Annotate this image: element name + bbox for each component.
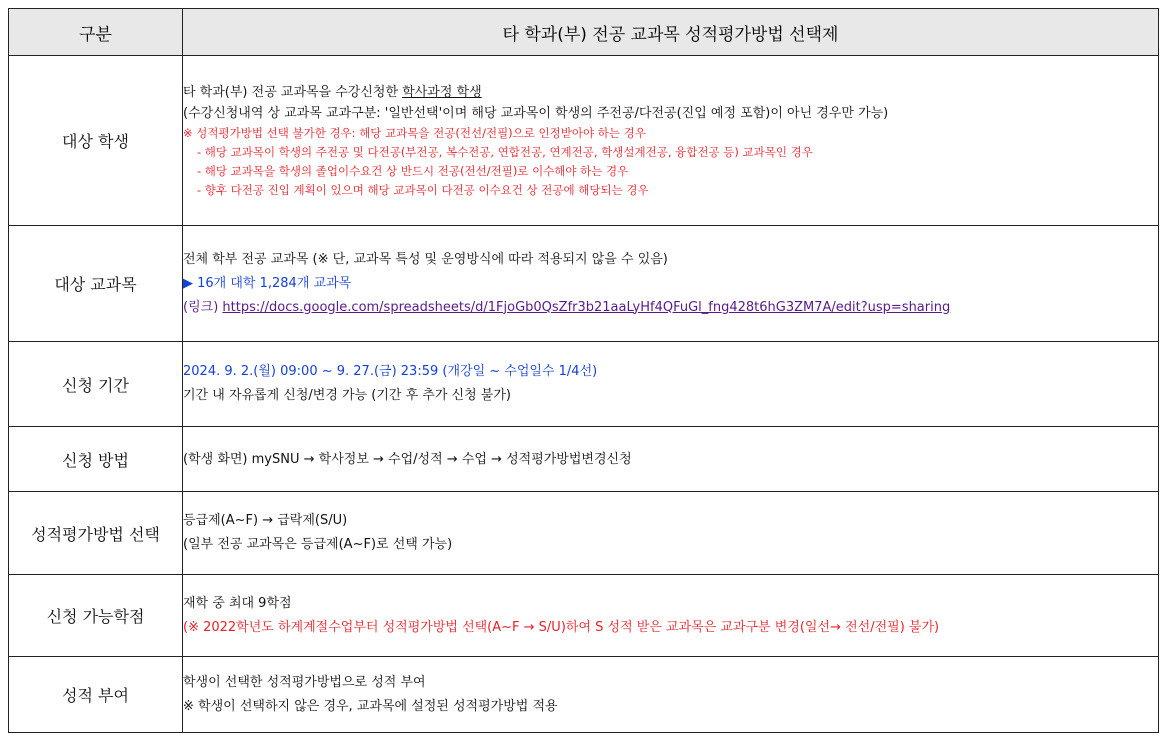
row-content-target-courses (183, 226, 1159, 342)
row-label-target-students: 대상 학생 (9, 56, 183, 226)
target-students-note-1: - 해당 교과목이 학생의 주전공 및 다전공(부전공, 복수전공, 연합전공, 연계전공, 학생설계전공, 융합전공 등) 교과목인 경우 (197, 144, 813, 159)
row-content-target-students (183, 56, 1159, 226)
row-method (9, 427, 1159, 492)
row-target-students (9, 56, 1159, 226)
grading-choice-line2: (일부 전공 교과목은 등급제(A~F)로 선택 가능) (183, 537, 453, 552)
target-students-note-title: ※ 성적평가방법 선택 불가한 경우: 해당 교과목을 전공(전선/전필)으로 인정받아야 하는 경우 (183, 125, 646, 140)
target-students-line1 (183, 82, 1158, 103)
grade-assign-line1: 학생이 선택한 성적평가방법으로 성적 부여 (183, 674, 426, 690)
row-label-grading-choice: 성적평가방법 선택 (9, 492, 183, 575)
row-label-credits: 신청 가능학점 (9, 575, 183, 657)
grade-assign-line2: ※ 학생이 선택하지 않은 경우, 교과목에 설정된 성적평가방법 적용 (183, 698, 558, 714)
row-label-target-courses: 대상 교과목 (9, 226, 183, 342)
grading-choice-line1: 등급제(A~F) → 급락제(S/U) (183, 513, 348, 528)
row-label-method: 신청 방법 (9, 427, 183, 492)
target-courses-count: ▶ 16개 대학 1,284개 교과목 (183, 275, 352, 291)
target-students-prefix: 타 학과(부) 전공 교과목을 수강신청한 (183, 84, 403, 100)
header-row (9, 9, 1159, 56)
target-students-note-2: - 해당 교과목을 학생의 졸업이수요건 상 반드시 전공(전선/전필)로 이수해야 하는 경우 (197, 163, 629, 178)
row-label-grade-assign: 성적 부여 (9, 657, 183, 733)
row-content-period (183, 342, 1159, 427)
period-dates: 2024. 9. 2.(월) 09:00 ~ 9. 27.(금) 23:59 (개강일 ~ 수업일수 1/4선) (183, 364, 598, 379)
row-content-credits (183, 575, 1159, 657)
spreadsheet-link[interactable]: https://docs.google.com/spreadsheets/d/1FjoGb0QsZfr3b21aaLyHf4QFuGl_fng428t6hG3ZM7A/edit?usp=sharing (222, 299, 951, 315)
row-label-period: 신청 기간 (9, 342, 183, 427)
row-content-method (183, 427, 1159, 492)
target-students-emphasis: 학사과정 학생 (402, 84, 482, 100)
row-content-grading-choice (183, 492, 1159, 575)
target-students-note-3: - 향후 다전공 진입 계획이 있으며 해당 교과목이 다전공 이수요건 상 전공에 해당되는 경우 (197, 182, 649, 197)
row-period (9, 342, 1159, 427)
target-courses-line1: 전체 학부 전공 교과목 (※ 단, 교과목 특성 및 운영방식에 따라 적용되지 않을 수 있음) (183, 251, 668, 267)
period-note: 기간 내 자유롭게 신청/변경 가능 (기간 후 추가 신청 불가) (183, 388, 511, 403)
credits-max: 재학 중 최대 9학점 (183, 595, 292, 611)
row-target-courses (9, 226, 1159, 342)
row-grade-assign (9, 657, 1159, 733)
credits-note: (※ 2022학년도 하계계절수업부터 성적평가방법 선택(A~F → S/U)하여 S 성적 받은 교과목은 교과구분 변경(일선→ 전선/전필) 불가) (183, 619, 940, 635)
policy-table (8, 8, 1159, 733)
header-category: 구분 (9, 9, 183, 56)
row-credits (9, 575, 1159, 657)
row-grading-choice (9, 492, 1159, 575)
target-students-line2: (수강신청내역 상 교과목 교과구분: '일반선택'이며 해당 교과목이 학생의 주전공/다전공(진입 예정 포함)이 아닌 경우만 가능) (183, 105, 889, 121)
target-courses-link-prefix: (링크) (183, 299, 223, 315)
method-path: (학생 화면) mySNU → 학사정보 → 수업/성적 → 수업 → 성적평가방법변경신청 (183, 451, 632, 467)
row-content-grade-assign (183, 657, 1159, 733)
header-title: 타 학과(부) 전공 교과목 성적평가방법 선택제 (183, 9, 1159, 56)
target-courses-link-line (183, 296, 1158, 320)
